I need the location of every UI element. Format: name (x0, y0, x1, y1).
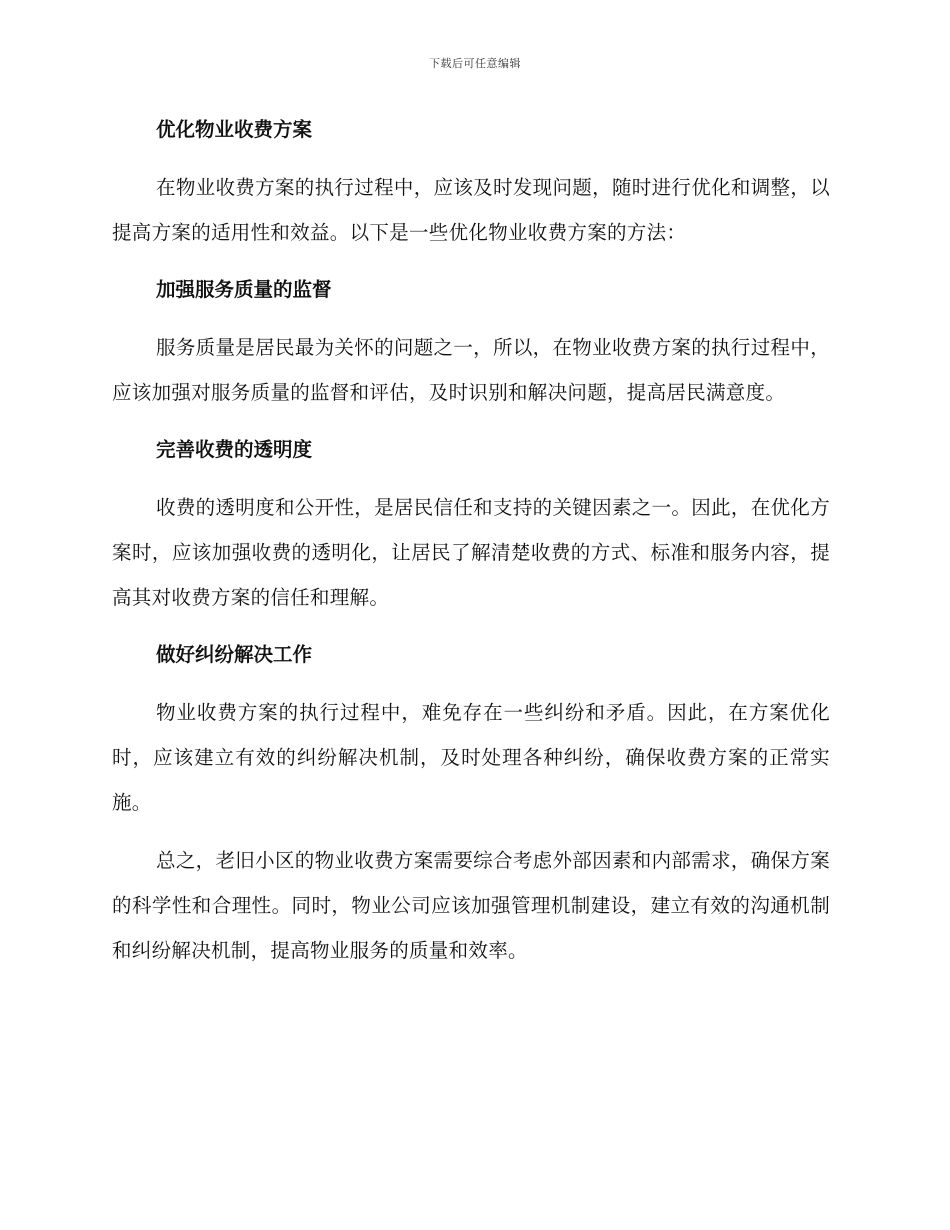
section-paragraph-transparency: 收费的透明度和公开性，是居民信任和支持的关键因素之一。因此，在优化方案时，应该加强收费的透明化，让居民了解清楚收费的方式、标准和服务内容，提高其对收费方案的信任和理解。 (112, 496, 830, 609)
section-heading-dispute: 做好纠纷解决工作 (156, 643, 313, 666)
section-paragraph-optimize: 在物业收费方案的执行过程中，应该及时发现问题，随时进行优化和调整，以提高方案的适用性和效益。以下是一些优化物业收费方案的方法： (112, 176, 830, 244)
section-paragraph-service-quality: 服务质量是居民最为关怀的问题之一，所以，在物业收费方案的执行过程中，应该加强对服务质量的监督和评估，及时识别和解决问题，提高居民满意度。 (112, 336, 830, 404)
conclusion-paragraph: 总之，老旧小区的物业收费方案需要综合考虑外部因素和内部需求，确保方案的科学性和合理性。同时，物业公司应该加强管理机制建设，建立有效的沟通机制和纠纷解决机制，提高物业服务的质量和效率。 (112, 849, 830, 962)
document-body (112, 108, 830, 973)
page-header-note: 下载后可任意编辑 (429, 57, 521, 70)
section-heading-optimize: 优化物业收费方案 (156, 118, 313, 141)
section-heading-transparency: 完善收费的透明度 (156, 438, 313, 461)
section-heading-service-quality: 加强服务质量的监督 (156, 278, 332, 301)
section-paragraph-dispute: 物业收费方案的执行过程中，难免存在一些纠纷和矛盾。因此，在方案优化时，应该建立有效的纠纷解决机制，及时处理各种纠纷，确保收费方案的正常实施。 (112, 701, 830, 814)
